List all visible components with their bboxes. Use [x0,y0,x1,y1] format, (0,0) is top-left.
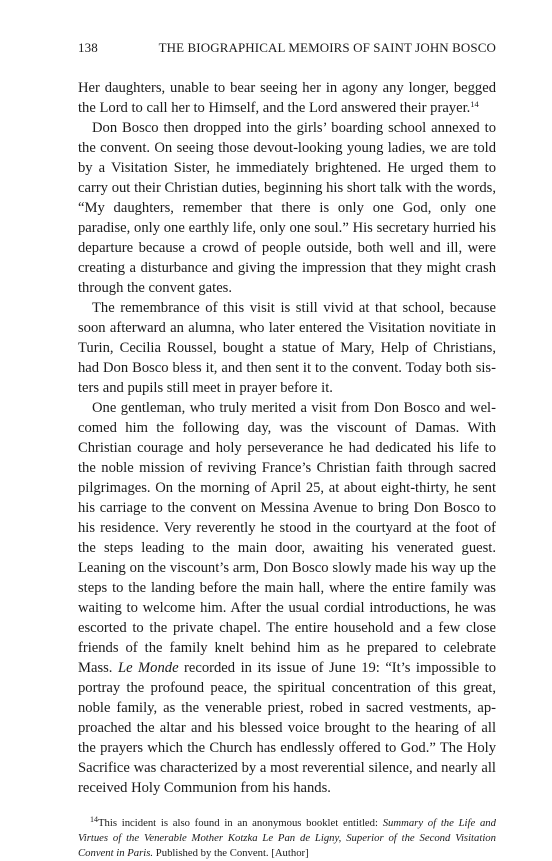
paragraph-4 [78,398,496,798]
footnote-number: 14 [90,815,98,824]
newspaper-title: Le Monde [117,660,179,676]
paragraph-1 [78,78,496,118]
footnote-booklet-title: Summary of the Life and Virtues of the Venerable Mother Kotzka Le Pan de Ligny, Superior of the Second Visitation Convent in Paris. [78,817,496,859]
body-text [78,78,496,798]
footnote-text-a: This incident is also found in an anonymous booklet entitled: [98,817,383,829]
page-number: 138 [78,40,98,55]
running-title: THE BIOGRAPHICAL MEMOIRS OF SAINT JOHN BOSCO [158,40,496,55]
footnote-14 [78,816,496,861]
paragraph-1-text: Her daughters, unable to bear seeing her in agony any longer, begged the Lord to call her to Himself, and the Lord answered their prayer. [78,80,496,116]
footnote-text-b: Published by the Convent. [Author] [153,847,309,859]
paragraph-4-text-b: recorded in its issue of June 19: “It’s impossible to portray the profound peace, the spiritual concentration of this great, noble family, as the venerable priest, robed in sacred vestments, approached the altar and his blessed voice brought to the hearing of all the prayers which the Church has endlessly offered to God.” The Holy Sacrifice was characterized by a most reverential silence, and nearly all received Holy Communion from his hands. [78,660,496,796]
paragraph-2: Don Bosco then dropped into the girls’ boarding school annexed to the convent. On seeing those devout-looking young ladies, we are told by a Visitation Sister, he immediately brightened. He urged them to carry out their Christian duties, beginning his short talk with the words, “My daughters, remember that there is only one God, only one paradise, only one earthly life, only one soul.” His secretary hurried his departure because a crowd of people outside, both well and ill, were creating a disturbance and giving the impression that they might crash through the convent gates. [78,120,496,296]
footnote-ref-14: 14 [470,99,479,109]
running-head [78,40,496,56]
book-page [78,40,496,861]
paragraph-4-text-a: One gentleman, who truly merited a visit from Don Bosco and welcomed him the following day, was the viscount of Damas. With Christian courage and holy perseverance he had dedicated his life to the noble mission of reviving France’s Christian faith through sacred pilgrimages. On the morning of April 25, at about eight-thirty, he sent his carriage to the convent on Messina Avenue to bring Don Bosco to his residence. Very reverently he stood in the courtyard at the foot of the steps leading to the main door, awaiting his venerated guest. Leaning on the viscount’s arm, Don Bosco slowly made his way up the steps to the landing before the main hall, where the entire family was waiting to welcome him. After the usual cordial introductions, he was escorted to the private chapel. The entire household and a few close friends of the family knelt behind him as he prepared to celebrate Mass. [78,400,496,676]
paragraph-3: The remembrance of this visit is still vivid at that school, because soon afterward an alumna, who later entered the Visitation novitiate in Turin, Cecilia Roussel, bought a statue of Mary, Help of Christians, had Don Bosco bless it, and then sent it to the convent. Today both sisters and pupils still meet in prayer before it. [78,300,496,396]
